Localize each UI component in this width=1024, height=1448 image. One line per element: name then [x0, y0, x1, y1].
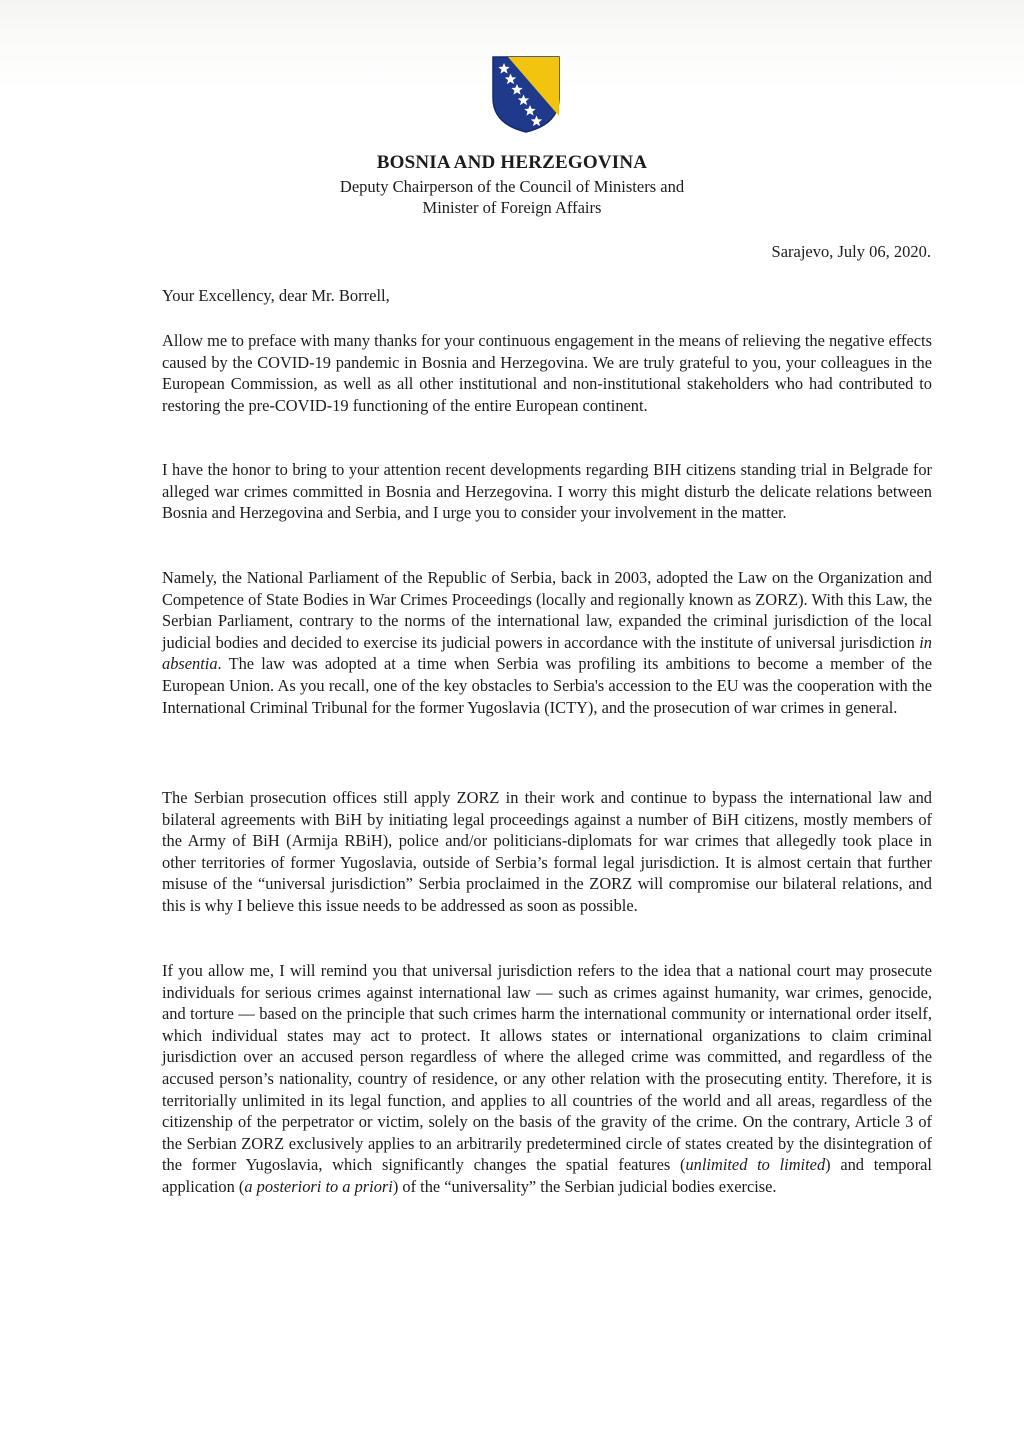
salutation: Your Excellency, dear Mr. Borrell,: [162, 286, 390, 305]
official-title-line-1: Deputy Chairperson of the Council of Ministers and: [339, 177, 685, 196]
paragraph-5-emphasis-1: unlimited to limited: [685, 1155, 826, 1175]
paragraph-5-text-b: ) and temporal application (: [162, 1155, 932, 1196]
paragraph-5-emphasis-2: a posteriori to a priori: [244, 1176, 393, 1196]
paragraph-5-text-a: If you allow me, I will remind you that universal jurisdiction refers to the idea that a national court may prosecute individuals for serious crimes against international law — such as crimes against humanity, war crimes, genocide, and torture — based on the principle that such crimes harm the international community or international order itself, which individual states may act to protect. It allows states or international organizations to claim criminal jurisdiction over an accused person regardless of where the alleged crime was committed, and regardless of the accused person’s nationality, country of residence, or any other relation with the prosecuting entity. Therefore, it is territorially unlimited in its legal function, and applies to all countries of the world and all areas, regardless of the citizenship of the perpetrator or victim, solely on the basis of the gravity of the crime. On the contrary, Article 3 of the Serbian ZORZ exclusively applies to an arbitrarily predetermined circle of states created by the disintegration of the former Yugoslavia, which significantly changes the spatial features (: [162, 961, 932, 1175]
paragraph-3: [162, 567, 932, 718]
paragraph-3-emphasis: in absentia: [162, 632, 932, 674]
bosnia-coat-of-arms-icon: [490, 54, 562, 134]
paragraph-3-text-a: Namely, the National Parliament of the Republic of Serbia, back in 2003, adopted the Law on the Organization and Competence of State Bodies in War Crimes Proceedings (locally and regionally known as ZORZ). With this Law, the Serbian Parliament, contrary to the norms of the international law, expanded the criminal jurisdiction of the local judicial bodies and decided to exercise its judicial powers in accordance with the institute of universal jurisdiction: [162, 568, 932, 652]
paragraph-2: I have the honor to bring to your attention recent developments regarding BIH citizens standing trial in Belgrade for alleged war crimes committed in Bosnia and Herzegovina. I worry this might disturb the delicate relations between Bosnia and Herzegovina and Serbia, and I urge you to consider your involvement in the matter.: [162, 460, 932, 523]
country-heading: BOSNIA AND HERZEGOVINA: [376, 152, 648, 173]
paragraph-5: [162, 960, 932, 1198]
paragraph-5-text-c: ) of the “universality” the Serbian judicial bodies exercise.: [392, 1176, 777, 1196]
paragraph-1: Allow me to preface with many thanks for your continuous engagement in the means of relieving the negative effects caused by the COVID-19 pandemic in Bosnia and Herzegovina. We are truly grateful to you, your colleagues in the European Commission, as well as all other institutional and non-institutional stakeholders who had contributed to restoring the pre-COVID-19 functioning of the entire European continent.: [162, 331, 932, 415]
letter-date: Sarajevo, July 06, 2020.: [771, 242, 931, 261]
paragraph-3-text-b: . The law was adopted at a time when Serbia was profiling its ambitions to become a member of the European Union. As you recall, one of the key obstacles to Serbia's accession to the EU was the cooperation with the International Criminal Tribunal for the former Yugoslavia (ICTY), and the prosecution of war crimes in general.: [162, 654, 932, 717]
paragraph-4: The Serbian prosecution offices still apply ZORZ in their work and continue to bypass the international law and bilateral agreements with BiH by initiating legal proceedings against a number of BiH citizens, mostly members of the Army of BiH (Armija RBiH), police and/or politicians-diplomats for war crimes that allegedly took place in other territories of former Yugoslavia, outside of Serbia’s formal legal jurisdiction. It is almost certain that further misuse of the “universal jurisdiction” Serbia proclaimed in the ZORZ will compromise our bilateral relations, and this is why I believe this issue needs to be addressed as soon as possible.: [162, 788, 932, 915]
official-title-line-2: Minister of Foreign Affairs: [422, 198, 602, 217]
